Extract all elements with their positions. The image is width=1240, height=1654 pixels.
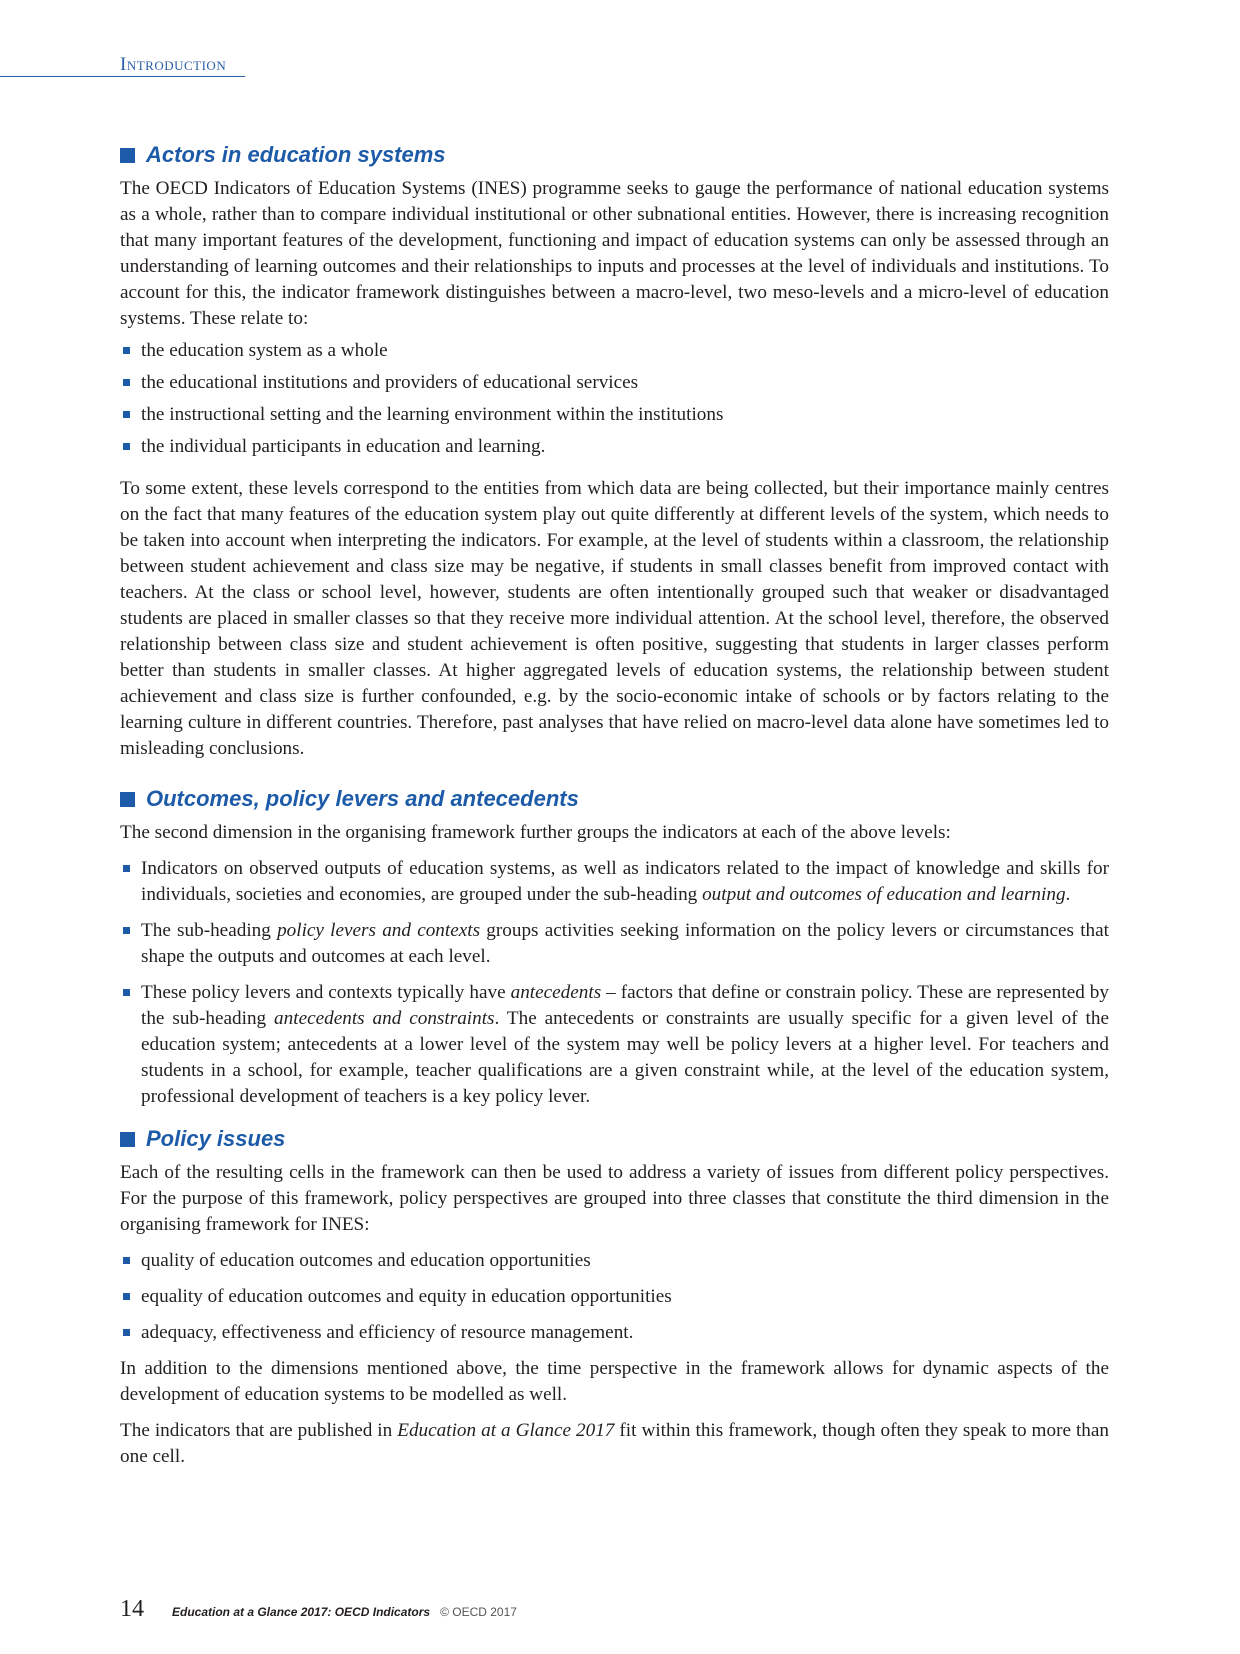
running-head: Introduction [120, 54, 227, 75]
bullet-square-icon [123, 443, 130, 450]
section-title-text: Actors in education systems [146, 142, 446, 167]
section-marker-icon [120, 148, 135, 163]
copyright-notice: © OECD 2017 [440, 1605, 517, 1619]
section-marker-icon [120, 1132, 135, 1147]
policy-perspectives-list [120, 1248, 1109, 1346]
list-item: These policy levers and contexts typically have antecedents – factors that define or constrain policy. These are represented by the sub-heading antecedents and constraints. The antecedents or constraints are usually specific for a given level of the education system; antecedents at a lower level of the system may well be policy levers at a higher level. For teachers and students in a school, for example, teacher qualifications are a given constraint while, at the level of the education system, professional development of teachers is a key policy lever. [120, 980, 1109, 1110]
page-number: 14 [120, 1596, 144, 1622]
bullet-square-icon [123, 379, 130, 386]
section-title-text: Policy issues [146, 1126, 286, 1151]
list-item: the individual participants in education and learning. [120, 434, 1109, 460]
bullet-square-icon [123, 865, 130, 872]
list-item: the instructional setting and the learning environment within the institutions [120, 402, 1109, 428]
publication-title: Education at a Glance 2017: OECD Indicators [172, 1605, 431, 1619]
policy-time-paragraph: In addition to the dimensions mentioned above, the time perspective in the framework allows for dynamic aspects of the development of education systems to be modelled as well. [120, 1358, 1109, 1405]
section-title-outcomes [120, 784, 1109, 814]
bullet-square-icon [123, 1257, 130, 1264]
policy-intro-paragraph: Each of the resulting cells in the framework can then be used to address a variety of issues from different policy perspectives. For the purpose of this framework, policy perspectives are grouped into three classes that constitute the third dimension in the organising framework for INES: [120, 1162, 1109, 1235]
outcomes-intro-paragraph: The second dimension in the organising framework further groups the indicators at each of the above levels: [120, 822, 951, 843]
bullet-square-icon [123, 989, 130, 996]
list-item: the educational institutions and providers of educational services [120, 370, 1109, 396]
outcomes-list [120, 856, 1109, 1110]
policy-closing-paragraph: The indicators that are published in Education at a Glance 2017 fit within this framework, though often they speak to more than one cell. [120, 1420, 1110, 1467]
list-item: The sub-heading policy levers and contexts groups activities seeking information on the policy levers or circumstances that shape the outputs and outcomes at each level. [120, 918, 1109, 970]
bullet-square-icon [123, 1293, 130, 1300]
actors-intro-paragraph: The OECD Indicators of Education Systems (INES) programme seeks to gauge the performance of national education systems as a whole, rather than to compare individual institutional or other subnational entities. However, there is increasing recognition that many important features of the development, functioning and impact of education systems can only be assessed through an understanding of learning outcomes and their relationships to inputs and processes at the level of individuals and institutions. To account for this, the indicator framework distinguishes between a macro-level, two meso-levels and a micro-level of education systems. These relate to: [120, 178, 1109, 329]
list-item: adequacy, effectiveness and efficiency of resource management. [120, 1320, 1109, 1346]
list-item: the education system as a whole [120, 338, 1109, 364]
section-title-text: Outcomes, policy levers and antecedents [146, 786, 579, 811]
bullet-square-icon [123, 347, 130, 354]
header-rule [0, 76, 245, 77]
bullet-square-icon [123, 1329, 130, 1336]
section-marker-icon [120, 792, 135, 807]
bullet-square-icon [123, 411, 130, 418]
section-title-policy [120, 1124, 1109, 1154]
list-item: Indicators on observed outputs of education systems, as well as indicators related to the impact of knowledge and skills for individuals, societies and economies, are grouped under the sub-heading output and outcomes of education and learning. [120, 856, 1109, 908]
section-title-actors [120, 140, 1109, 170]
page-content [120, 140, 1109, 1470]
list-item: equality of education outcomes and equity in education opportunities [120, 1284, 1109, 1310]
page-footer [120, 1596, 517, 1623]
bullet-square-icon [123, 927, 130, 934]
list-item: quality of education outcomes and education opportunities [120, 1248, 1109, 1274]
actors-body-paragraph: To some extent, these levels correspond to the entities from which data are being collected, but their importance mainly centres on the fact that many features of the education system play out quite differently at different levels of the system, which needs to be taken into account when interpreting the indicators. For example, at the level of students within a classroom, the relationship between student achievement and class size may be negative, if students in small classes benefit from improved contact with teachers. At the class or school level, however, students are often intentionally grouped such that weaker or disadvantaged students are placed in smaller classes so that they receive more individual attention. At the school level, therefore, the observed relationship between class size and student achievement is often positive, suggesting that students in larger classes perform better than students in smaller classes. At higher aggregated levels of education systems, the relationship between student achievement and class size is further confounded, e.g. by the socio-economic intake of schools or by factors relating to the learning culture in different countries. Therefore, past analyses that have relied on macro-level data alone have sometimes led to misleading conclusions. [120, 478, 1109, 759]
actors-level-list [120, 338, 1109, 460]
